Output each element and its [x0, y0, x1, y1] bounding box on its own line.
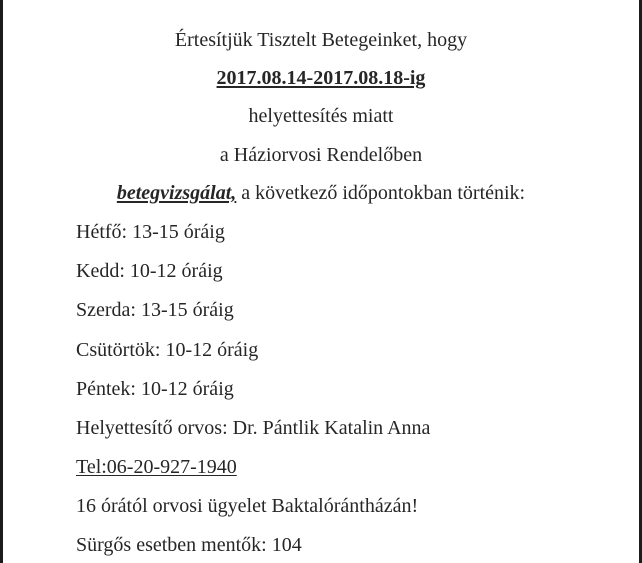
emergency-line: Sürgős esetben mentők: 104 [76, 534, 302, 556]
phone-line [76, 455, 237, 479]
schedule-wednesday: Szerda: 13-15 óráig [76, 299, 234, 321]
schedule-thursday: Csütörtök: 10-12 óráig [76, 339, 259, 361]
schedule-monday: Hétfő: 13-15 óráig [76, 221, 225, 243]
after-hours-line: 16 órától orvosi ügyelet Baktalórántházán! [76, 495, 419, 517]
exam-emphasis: betegvizsgálat, [116, 182, 237, 204]
intro-line: Értesítjük Tisztelt Betegeinket, hogy [174, 29, 468, 51]
schedule-friday: Péntek: 10-12 óráig [76, 378, 234, 400]
substitute-doctor: Helyettesítő orvos: Dr. Pántlik Katalin Anna [76, 417, 431, 439]
reason-line: helyettesítés miatt [248, 105, 394, 127]
location-line: a Háziorvosi Rendelőben [219, 144, 423, 166]
exam-line [3, 181, 639, 205]
exam-rest: a következő időpontokban történik: [236, 182, 526, 204]
date-range-line [3, 66, 639, 90]
date-range: 2017.08.14-2017.08.18-ig [216, 67, 426, 89]
schedule-tuesday: Kedd: 10-12 óráig [76, 260, 223, 282]
phone-number: Tel:06-20-927-1940 [76, 456, 237, 478]
